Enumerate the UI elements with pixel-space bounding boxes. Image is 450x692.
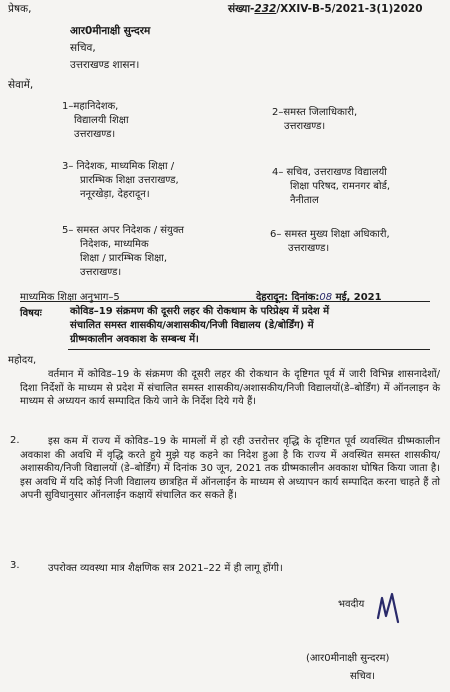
ref-number-handwritten: 232 [254, 3, 277, 15]
reference-number [228, 2, 423, 16]
from-label: प्रेषक, [8, 3, 32, 15]
subject-rule-bottom [68, 349, 430, 350]
recipient-5: 5– समस्त अपर निदेशक / संयुक्त निदेशक, माध्यमिक शिक्षा / प्रारम्भिक शिक्षा, उत्तराखण्ड। [62, 225, 184, 278]
closing-designation: सचिव। [350, 671, 376, 682]
ref-suffix: /XXIV-B-5/2021-3(1)2020 [276, 3, 423, 15]
letter-date: देहरादून: दिनांक:08 मई, 2021 [256, 292, 382, 303]
paragraph-2-number: 2. [10, 435, 20, 446]
salutation: महोदय, [8, 355, 37, 366]
sender-office: उत्तराखण्ड शासन। [70, 59, 140, 71]
recipient-1: 1–महानिदेशक, विद्यालयी शिक्षा उत्तराखण्ड। [62, 101, 129, 140]
recipient-2: 2–समस्त जिलाधिकारी, उत्तराखण्ड। [272, 107, 358, 132]
sender-designation: सचिव, [70, 42, 96, 54]
date-day-handwritten: 08 [319, 292, 333, 303]
paragraph-2: इस कम में राज्य में कोविड–19 के मामलों में हो रही उत्तरोत्तर वृद्धि के दृष्टिगत पूर्व व्यवस्थित ग्रीष्मकालीन अवकाश की अवधि में वृद्धि करते हुये मुझे यह कहने का निदेश हुआ है कि राज्य में अवस्थित समस्त शासकीय/अशासकीय/निजी विद्यालयों (डे–बोर्डिंग) में दिनांक 30 जून, 2021 तक ग्रीष्मकालीन अवकाश घोषित किया जाता है। इस अवधि में यदि कोई निजी विद्यालय छात्रहित में ऑनलाईन के माध्यम से अध्यापन कार्य सम्पादित करना चाहते हैं तो अपनी सुविधानुसार ऑनलाईन कक्षायें संचालित कर सकते हैं। [20, 436, 440, 501]
closing-yours: भवदीय [338, 599, 365, 610]
subject-label: विषयः [20, 308, 42, 319]
recipient-3: 3– निदेशक, माध्यमिक शिक्षा / प्रारम्भिक शिक्षा उत्तराखण्ड, ननूरखेड़ा, देहरादून। [62, 161, 179, 200]
subject-text: कोविड–19 संक्रमण की दूसरी लहर की रोकथाम के परिप्रेक्ष्य में प्रदेश में संचालित समस्त शासकीय/अशासकीय/निजी विद्यालय (डे/बोर्डिंग) में ग्रीष्मकालीन अवकाश के सम्बन्ध में। [70, 306, 330, 345]
section-name: माध्यमिक शिक्षा अनुभाग–5 [20, 292, 120, 303]
section-rule-top [20, 301, 430, 302]
recipient-6: 6– समस्त मुख्य शिक्षा अधिकारी, उत्तराखण्ड। [270, 229, 390, 254]
paragraph-1: वर्तमान में कोविड–19 के संक्रमण की दूसरी लहर की रोकथान के दृष्टिगत पूर्व में जारी विभिन्न शासनादेशों/दिशा निर्देशों के माध्यम से प्रदेश में संचालित समस्त शासकीय/अशासकीय/निजी विद्यालयों(डे–बोर्डिंग) में ऑनलाइन के माध्यम से अध्ययन कार्य सम्पादित किये जाने के निर्देश दिये गये हैं। [20, 369, 440, 407]
paragraph-3: उपरोक्त व्यवस्था मात्र शैक्षणिक सत्र 2021–22 में ही लागू होंगी। [48, 563, 283, 574]
to-label: सेवामें, [8, 79, 34, 91]
recipient-4: 4– सचिव, उत्तराखण्ड विद्यालयी शिक्षा परिषद, रामनगर बोर्ड, नैनीताल [272, 167, 391, 206]
paragraph-3-number: 3. [10, 560, 20, 571]
sender-name: आर0मीनाक्षी सुन्दरम [70, 25, 151, 37]
ref-prefix: संख्या- [228, 3, 255, 15]
closing-name: (आर0मीनाक्षी सुन्दरम) [306, 653, 390, 664]
signature-mark [370, 588, 410, 628]
